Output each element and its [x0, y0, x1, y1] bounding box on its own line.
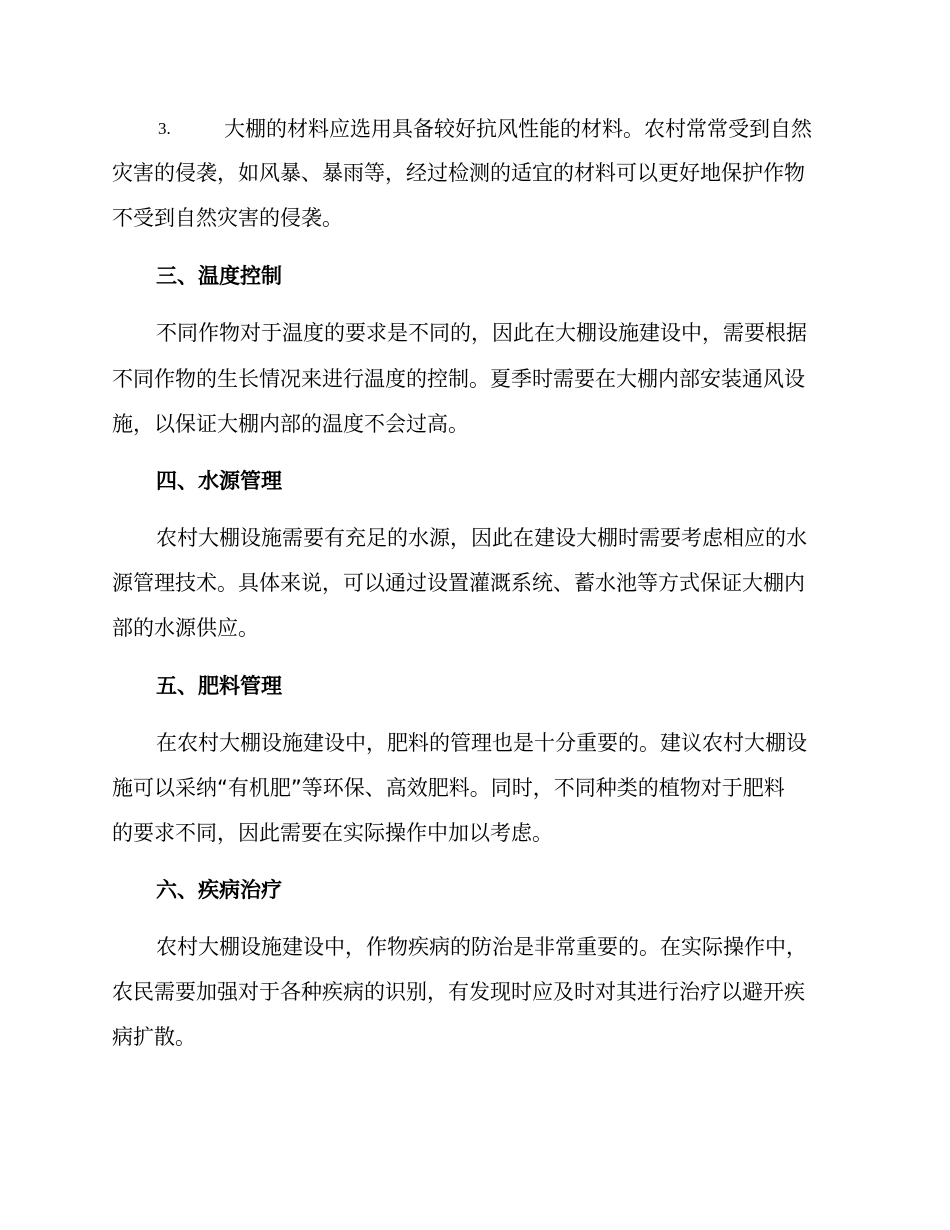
paragraph-line: 农民需要加强对于各种疾病的识别，有发现时应及时对其进行治疗以避开疾 — [112, 980, 805, 1004]
section-heading: 五、肥料管理 — [156, 674, 282, 698]
paragraph-line: 不受到自然灾害的侵袭。 — [112, 206, 343, 230]
section-heading: 三、温度控制 — [156, 264, 282, 288]
paragraph-line: 农村大棚设施建设中，作物疾病的防治是非常重要的。在实际操作中， — [156, 935, 807, 959]
paragraph-line: 部的水源供应。 — [112, 616, 259, 640]
paragraph-line: 施，以保证大棚内部的温度不会过高。 — [112, 412, 469, 436]
paragraph-line: 在农村大棚设施建设中，肥料的管理也是十分重要的。建议农村大棚设 — [156, 731, 807, 755]
paragraph-line: 的要求不同，因此需要在实际操作中加以考虑。 — [112, 821, 553, 845]
paragraph-line: 农村大棚设施需要有充足的水源，因此在建设大棚时需要考虑相应的水 — [156, 526, 807, 550]
paragraph-line: 源管理技术。具体来说，可以通过设置灌溉系统、蓄水池等方式保证大棚内 — [112, 571, 805, 595]
paragraph-line: 灾害的侵袭，如风暴、暴雨等，经过检测的适宜的材料可以更好地保护作物 — [112, 161, 805, 185]
paragraph-line: 大棚的材料应选用具备较好抗风性能的材料。农村常常受到自然 — [224, 117, 812, 141]
paragraph-line: 不同作物对于温度的要求是不同的，因此在大棚设施建设中，需要根据 — [156, 321, 807, 345]
paragraph-line: 不同作物的生长情况来进行温度的控制。夏季时需要在大棚内部安装通风设 — [112, 367, 805, 391]
paragraph-line: 病扩散。 — [112, 1025, 196, 1049]
paragraph-line: 施可以采纳“有机肥”等环保、高效肥料。同时，不同种类的植物对于肥料 — [112, 776, 785, 800]
section-heading: 六、疾病治疗 — [156, 878, 282, 902]
list-number: 3. — [158, 119, 171, 138]
section-heading: 四、水源管理 — [156, 469, 282, 493]
